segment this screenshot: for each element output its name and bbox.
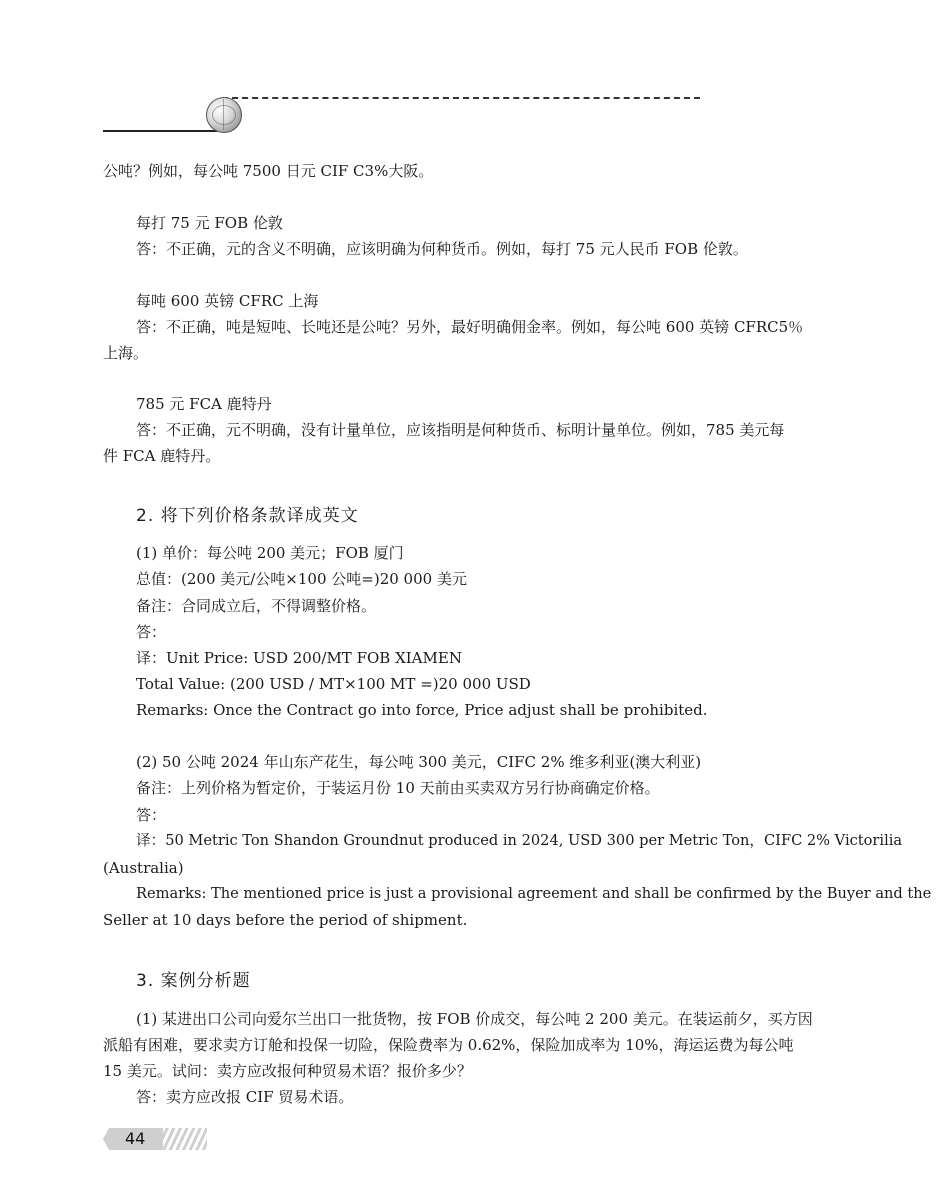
text-line: 译：Unit Price: USD 200/MT FOB XIAMEN <box>136 649 462 667</box>
text-line: Seller at 10 days before the period of shipment. <box>103 911 468 929</box>
text-line: Total Value: (200 USD / MT×100 MT =)20 000 USD <box>136 675 531 693</box>
text-line: Remarks: Once the Contract go into force, Price adjust shall be prohibited. <box>136 701 708 719</box>
text-line: Remarks: The mentioned price is just a provisional agreement and shall be confirmed by the Buyer and the <box>136 885 932 902</box>
text-line: 答：不正确，吨是短吨、长吨还是公吨？另外，最好明确佣金率。例如，每公吨 600 英镑 CFRC5％ <box>136 318 804 336</box>
section-heading: 3. 案例分析题 <box>136 971 251 991</box>
text-line: 每吨 600 英镑 CFRC 上海 <box>136 292 319 310</box>
text-line: 件 FCA 鹿特丹。 <box>103 447 221 465</box>
text-line: 答：卖方应改报 CIF 贸易术语。 <box>136 1088 354 1106</box>
text-line: 每打 75 元 FOB 伦敦 <box>136 214 283 232</box>
text-line: 上海。 <box>103 344 149 362</box>
globe-icon <box>206 97 242 133</box>
text-line: 备注：合同成立后，不得调整价格。 <box>136 597 377 615</box>
section-heading: 2. 将下列价格条款译成英文 <box>136 506 359 526</box>
text-line: 译：50 Metric Ton Shandon Groundnut produced in 2024, USD 300 per Metric Ton，CIFC 2% Victorilia <box>136 832 903 849</box>
text-line: 派船有困难，要求卖方订舱和投保一切险，保险费率为 0.62%，保险加成率为 10%，海运运费为每公吨 <box>103 1036 794 1054</box>
text-line: 答： <box>136 623 167 641</box>
text-line: (1) 某进出口公司向爱尔兰出口一批货物，按 FOB 价成交，每公吨 2 200 美元。在装运前夕，买方因 <box>136 1010 813 1028</box>
page-number: 44 <box>125 1129 146 1148</box>
header-solid-rule <box>103 130 223 132</box>
page-footer <box>103 1127 213 1151</box>
text-line: (Australia) <box>103 859 184 877</box>
header-dashed-rule <box>222 97 700 99</box>
text-line: 15 美元。试问：卖方应改报何种贸易术语？报价多少？ <box>103 1062 472 1080</box>
text-line: 答：不正确，元不明确，没有计量单位，应该指明是何种货币、标明计量单位。例如，785 美元每 <box>136 421 785 439</box>
text-line: 答： <box>136 806 167 824</box>
text-line: 答：不正确，元的含义不明确，应该明确为何种货币。例如，每打 75 元人民币 FOB 伦敦。 <box>136 240 748 258</box>
text-line: 公吨？例如，每公吨 7500 日元 CIF C3%大阪。 <box>103 162 434 180</box>
text-line: (1) 单价：每公吨 200 美元；FOB 厦门 <box>136 544 404 562</box>
text-line: 总值：(200 美元/公吨×100 公吨=)20 000 美元 <box>136 570 467 588</box>
text-line: 备注：上列价格为暂定价，于装运月份 10 天前由买卖双方另行协商确定价格。 <box>136 779 660 797</box>
text-line: 785 元 FCA 鹿特丹 <box>136 395 272 413</box>
text-line: (2) 50 公吨 2024 年山东产花生，每公吨 300 美元，CIFC 2% 维多利亚(澳大利亚) <box>136 753 702 771</box>
footer-stripes <box>159 1128 207 1150</box>
